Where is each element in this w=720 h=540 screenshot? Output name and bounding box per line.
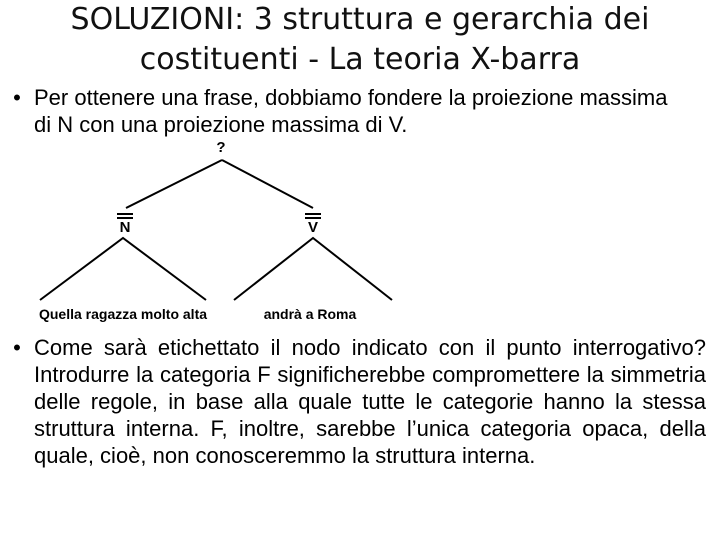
- left-node-n-bar: [117, 214, 133, 236]
- left-triangle: [40, 238, 206, 300]
- left-leaf-text: Quella ragazza molto alta: [38, 306, 208, 322]
- bullet-marker: •: [13, 85, 21, 110]
- right-node-label: V: [307, 219, 319, 236]
- right-leaf-text: andrà a Roma: [263, 306, 357, 322]
- bullet-text-2: Come sarà etichettato il nodo indicato con il punto interrogativo? Introdurre la categoria F significherebbe compromettere la simmetria delle regole, in base alla quale tutte le categorie hanno la stessa struttura interna. F, inoltre, sarebbe l’unica categoria opaca, della quale, cioè, non conosceremmo la struttura interna.: [34, 335, 706, 468]
- title-line-2: costituenti - La teoria X-barra: [139, 42, 581, 77]
- branch-root-left: [126, 160, 222, 208]
- title-line-1: SOLUZIONI: 3 struttura e gerarchia dei: [70, 2, 650, 37]
- syntax-tree-diagram: [0, 130, 420, 330]
- right-node-v-bar: [305, 214, 321, 236]
- right-triangle: [234, 238, 392, 300]
- branch-root-right: [222, 160, 313, 208]
- slide-title: [20, 0, 700, 80]
- root-node-label: ?: [216, 139, 226, 156]
- left-node-label: N: [119, 219, 131, 236]
- bullet-text-1: Per ottenere una frase, dobbiamo fondere la proiezione massima di N con una proiezione massima di V.: [34, 85, 668, 137]
- bullet-marker: •: [13, 335, 21, 360]
